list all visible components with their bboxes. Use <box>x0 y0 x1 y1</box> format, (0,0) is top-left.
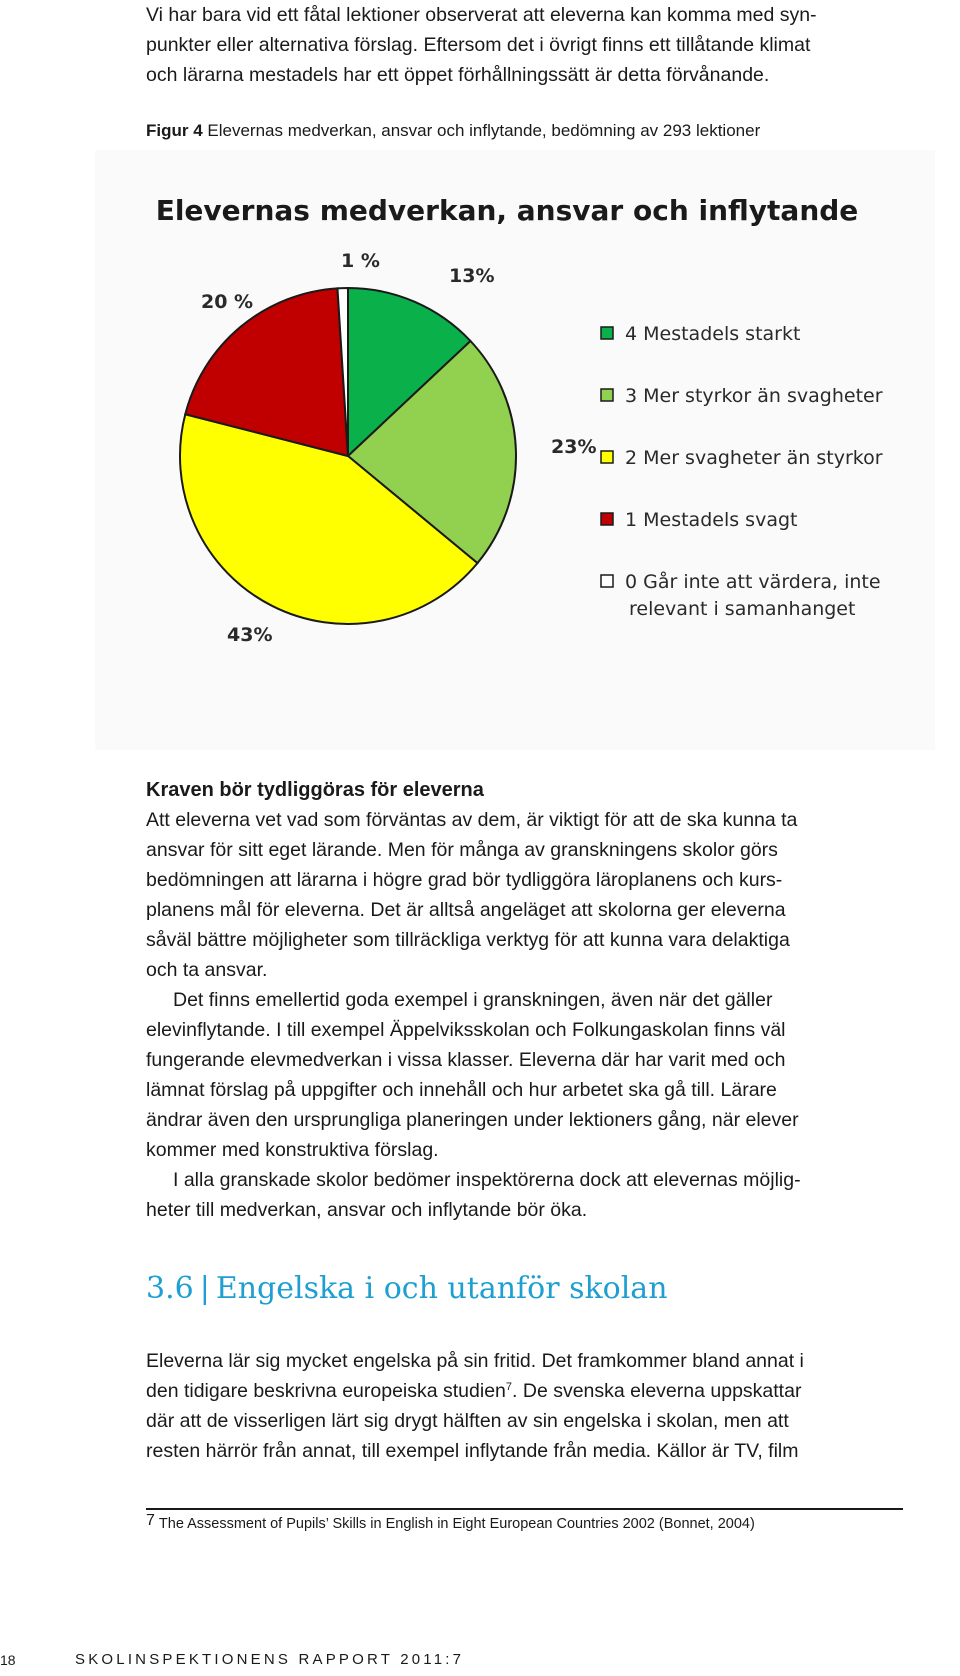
text-line: I alla granskade skolor bedömer inspektörerna dock att elevernas möjlig- <box>173 1169 801 1191</box>
legend-swatch <box>601 451 613 463</box>
section-separator: | <box>199 1271 210 1306</box>
text-line: resten härrör från annat, till exempel inflytande från media. Källor är TV, film <box>146 1440 799 1462</box>
text-line: heter till medverkan, ansvar och inflytande bör öka. <box>146 1199 588 1221</box>
text-line: bedömningen att lärarna i högre grad bör tydliggöra läroplanens och kurs- <box>146 869 783 891</box>
pie-value-label: 1 % <box>341 250 380 272</box>
legend-label: 4 Mestadels starkt <box>625 323 801 345</box>
figure-pie-chart <box>95 150 935 750</box>
text-line: lämnat förslag på uppgifter och innehåll och hur arbetet ska gå till. Lärare <box>146 1079 777 1101</box>
legend-label: 0 Går inte att värdera, inte <box>625 571 881 593</box>
footnote-reference[interactable]: 7 <box>505 1381 513 1393</box>
footnote-text: The Assessment of Pupils’ Skills in English in Eight European Countries 2002 (Bonnet, 2004) <box>158 1516 755 1532</box>
page-number: 18 <box>0 1652 16 1668</box>
chart-title: Elevernas medverkan, ansvar och inflytande <box>155 194 859 227</box>
section-heading <box>146 1271 668 1306</box>
text-line: Eleverna lär sig mycket engelska på sin fritid. Det framkommer bland annat i <box>146 1350 804 1372</box>
text-line: Att eleverna vet vad som förväntas av dem, är viktigt för att de ska kunna ta <box>146 809 798 831</box>
section-body <box>146 1346 906 1466</box>
paragraph <box>146 985 906 1165</box>
figure-caption <box>146 121 760 141</box>
footnote <box>146 1512 755 1532</box>
legend-label: 3 Mer styrkor än svagheter <box>625 385 883 407</box>
subsection-heading: Kraven bör tydliggöras för eleverna <box>146 779 484 801</box>
legend-swatch <box>601 327 613 339</box>
legend-swatch <box>601 575 613 587</box>
text-line: ändrar även den ursprungliga planeringen under lektioners gång, när elever <box>146 1109 799 1131</box>
legend-swatch <box>601 389 613 401</box>
pie-value-label: 20 % <box>201 291 254 313</box>
text-line-part: den tidigare beskrivna europeiska studien <box>146 1380 506 1402</box>
footnote-number: 7 <box>146 1512 155 1529</box>
pie-slices <box>180 288 516 624</box>
text-line: fungerande elevmedverkan i vissa klasser. Eleverna där har varit med och <box>146 1049 786 1071</box>
footnote-divider <box>146 1508 903 1510</box>
paragraph <box>146 1165 906 1225</box>
text-line: Det finns emellertid goda exempel i granskningen, även när det gäller <box>173 989 773 1011</box>
text-line: kommer med konstruktiva förslag. <box>146 1139 439 1161</box>
text-line: och lärarna mestadels har ett öppet förhållningssätt är detta förvånande. <box>146 64 770 86</box>
pie-chart-svg <box>95 150 935 750</box>
text-line: ansvar för sitt eget lärande. Men för många av granskningens skolor görs <box>146 839 778 861</box>
text-line <box>146 1376 906 1406</box>
text-line: såväl bättre möjligheter som tillräckliga verktyg för att kunna vara delaktiga <box>146 929 790 951</box>
text-line-part: . De svenska eleverna uppskattar <box>512 1380 802 1402</box>
running-title: SKOLINSPEKTIONENS RAPPORT 2011:7 <box>75 1651 465 1668</box>
pie-value-label: 23% <box>551 436 597 458</box>
pie-value-label: 13% <box>449 265 495 287</box>
text-line: där att de visserligen lärt sig drygt hälften av sin engelska i skolan, men att <box>146 1410 789 1432</box>
legend-label: 1 Mestadels svagt <box>625 509 798 531</box>
section-number: 3.6 <box>146 1271 194 1306</box>
text-line: punkter eller alternativa förslag. Eftersom det i övrigt finns ett tillåtande klimat <box>146 34 811 56</box>
legend-label: relevant i samanhanget <box>629 598 856 620</box>
paragraph <box>146 805 906 985</box>
text-line: elevinflytande. I till exempel Äppelviksskolan och Folkungaskolan finns väl <box>146 1019 786 1041</box>
figure-label: Figur 4 <box>146 121 203 140</box>
figure-caption-text: Elevernas medverkan, ansvar och inflytande, bedömning av 293 lektioner <box>207 121 761 140</box>
pie-value-label: 43% <box>227 624 273 646</box>
subsection-body <box>146 805 906 1225</box>
section-title: Engelska i och utanför skolan <box>215 1271 668 1306</box>
text-line: planens mål för eleverna. Det är alltså angeläget att skolorna ger eleverna <box>146 899 786 921</box>
text-line: Vi har bara vid ett fåtal lektioner observerat att eleverna kan komma med syn- <box>146 4 817 26</box>
legend-label: 2 Mer svagheter än styrkor <box>625 447 883 469</box>
intro-paragraph <box>146 0 906 90</box>
legend-swatch <box>601 513 613 525</box>
text-line: och ta ansvar. <box>146 959 268 981</box>
